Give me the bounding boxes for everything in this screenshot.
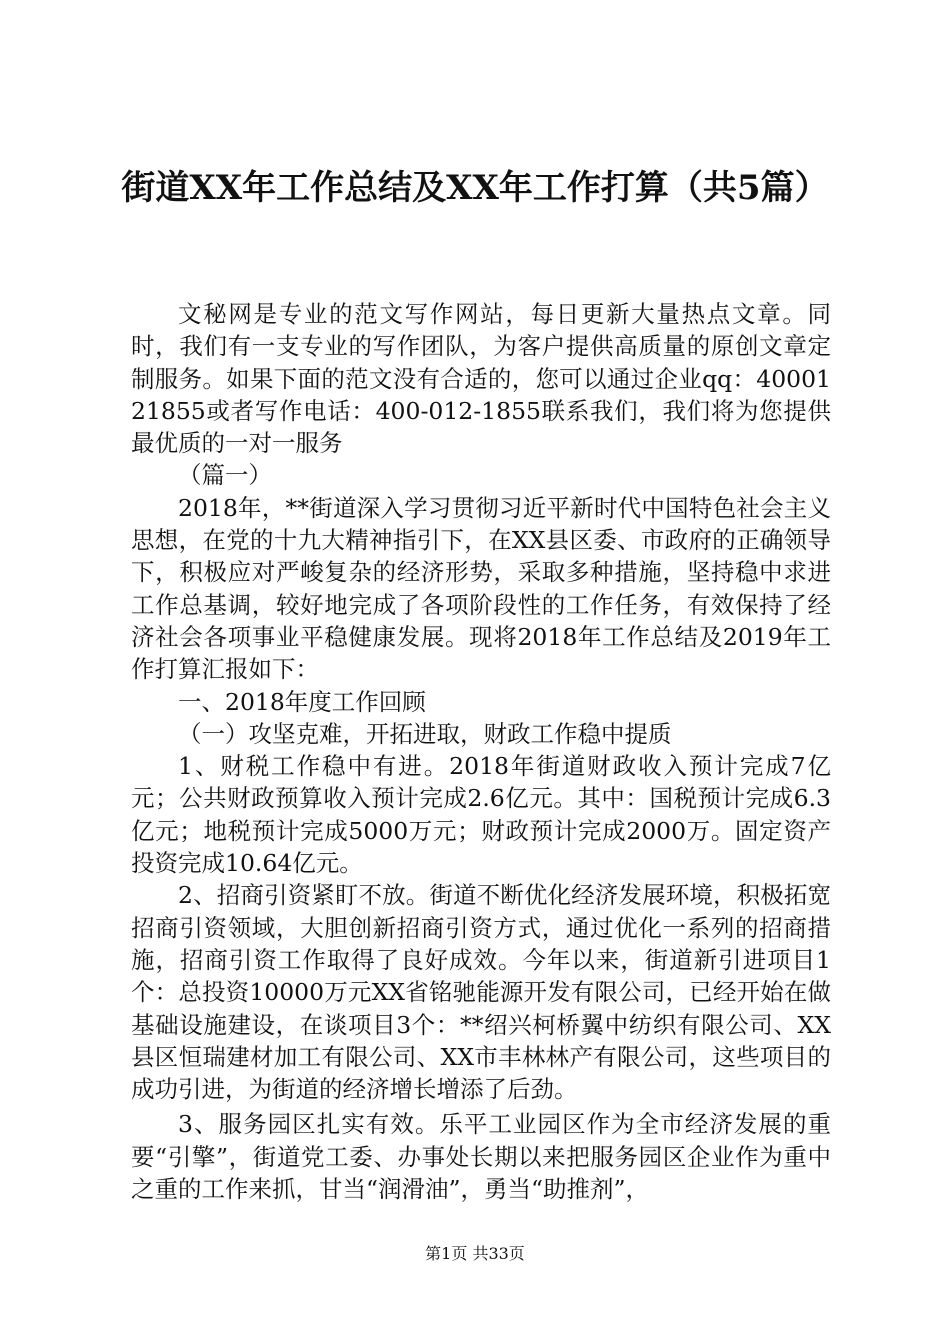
document-title: 街道XX年工作总结及XX年工作打算（共5篇） xyxy=(121,168,829,208)
document-body xyxy=(131,298,831,1205)
page-footer: 第1页 共33页 xyxy=(425,1244,525,1263)
industrial-park-paragraph: 3、服务园区扎实有效。乐平工业园区作为全市经济发展的重要“引擎”，街道党工委、办事处长期以来把服务园区企业作为重中之重的工作来抓，甘当“润滑油”，勇当“助推剂”， xyxy=(131,1110,831,1204)
section-heading-review: 一、2018年度工作回顾 xyxy=(178,687,426,716)
finance-paragraph: 1、财税工作稳中有进。2018年街道财政收入预计完成7亿元；公共财政预算收入预计完成2.6亿元。其中：国税预计完成6.3亿元；地税预计完成5000万元；财政预计完成2000万。固定资产投资完成10.64亿元。 xyxy=(131,752,831,878)
subsection-heading-finance: （一）攻坚克难，开拓进取，财政工作稳中提质 xyxy=(178,719,672,748)
section-heading-part-one: （篇一） xyxy=(178,461,272,490)
summary-paragraph: 2018年，**街道深入学习贯彻习近平新时代中国特色社会主义思想，在党的十九大精神指引下，在XX县区委、市政府的正确领导下，积极应对严峻复杂的经济形势，采取多种措施，坚持稳中求进工作总基调，较好地完成了各项阶段性的工作任务，有效保持了经济社会各项事业平稳健康发展。现将2018年工作总结及2019年工作打算汇报如下： xyxy=(131,493,831,684)
intro-paragraph: 文秘网是专业的范文写作网站，每日更新大量热点文章。同时，我们有一支专业的写作团队，为客户提供高质量的原创文章定制服务。如果下面的范文没有合适的，您可以通过企业qq：4000121855或者写作电话：400-012-1855联系我们，我们将为您提供最优质的一对一服务 xyxy=(131,300,831,458)
investment-paragraph: 2、招商引资紧盯不放。街道不断优化经济发展环境，积极拓宽招商引资领域，大胆创新招商引资方式，通过优化一系列的招商措施，招商引资工作取得了良好成效。今年以来，街道新引进项目1个：总投资10000万元XX省铭驰能源开发有限公司，已经开始在做基础设施建设，在谈项目3个：**绍兴柯桥翼中纺织有限公司、XX县区恒瑞建材加工有限公司、XX市丰林林产有限公司，这些项目的成功引进，为街道的经济增长增添了后劲。 xyxy=(131,881,831,1104)
